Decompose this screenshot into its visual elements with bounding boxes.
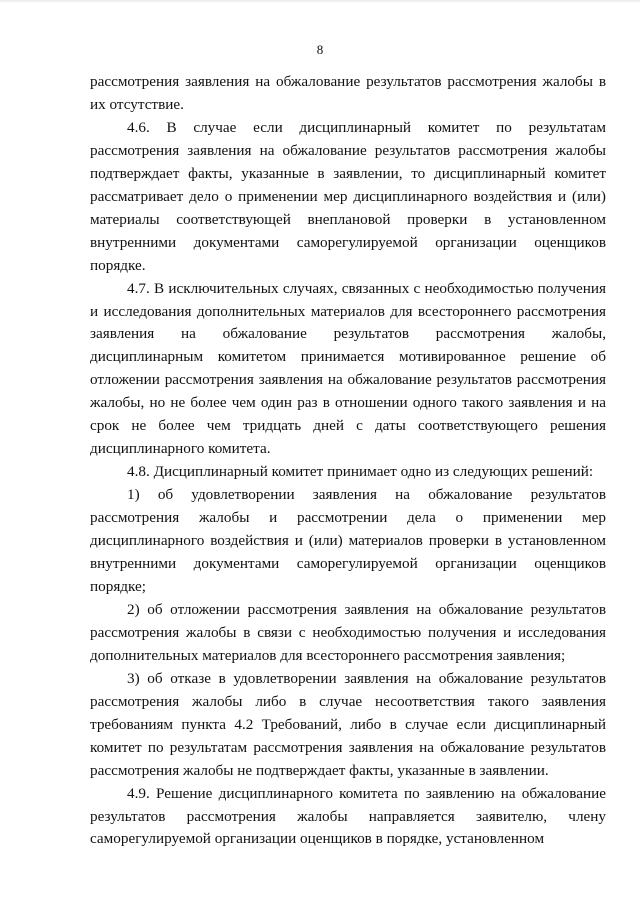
list-item-2: 2) об отложении рассмотрения заявления на обжалование результатов рассмотрения жалобы в связи с необходимостью получения и исследования дополнительных материалов для всестороннего рассмотрения заявления; — [90, 600, 606, 664]
paragraph-4-9: 4.9. Решение дисциплинарного комитета по заявлению на обжалование результатов рассмотрения жалобы направляется заявителю, члену саморегулируемой организации оценщиков в порядке, установленном — [90, 784, 606, 848]
document-body — [90, 71, 606, 851]
paragraph-4-6: 4.6. В случае если дисциплинарный комитет по результатам рассмотрения заявления на обжалование результатов рассмотрения жалобы подтверждает факты, указанные в заявлении, то дисциплинарный комитет рассматривает дело о применении мер дисциплинарного воздействия и (или) материалы соответствующей внеплановой проверки в установленном внутренними документами саморегулируемой организации оценщиков порядке. — [90, 118, 606, 274]
paragraph-4-7: 4.7. В исключительных случаях, связанных с необходимостью получения и исследования дополнительных материалов для всестороннего рассмотрения заявления на обжалование результатов рассмотрения жалобы, дисциплинарным комитетом принимается мотивированное решение об отложении рассмотрения заявления на обжалование результатов рассмотрения жалобы, но не более чем один раз в отношении одного такого заявления и на срок не более чем тридцать дней с даты соответствующего решения дисциплинарного комитета. — [90, 279, 606, 458]
page-number: 8 — [316, 42, 324, 57]
list-item-3: 3) об отказе в удовлетворении заявления на обжалование результатов рассмотрения жалобы либо в случае несоответствия такого заявления требованиям пункта 4.2 Требований, либо в случае если дисциплинарный комитет по результатам рассмотрения заявления на обжалование результатов рассмотрения жалобы не подтверждает факты, указанные в заявлении. — [90, 669, 606, 779]
paragraph-4-8: 4.8. Дисциплинарный комитет принимает одно из следующих решений: — [127, 463, 594, 481]
scan-edge — [0, 0, 640, 3]
paragraph-continuation: рассмотрения заявления на обжалование результатов рассмотрения жалобы в их отсутствие. — [90, 73, 606, 113]
list-item-1: 1) об удовлетворении заявления на обжалование результатов рассмотрения жалобы и рассмотрении дела о применении мер дисциплинарного воздействия и (или) материалов проверки в установленном внутренними документами саморегулируемой организации оценщиков порядке; — [90, 486, 606, 595]
